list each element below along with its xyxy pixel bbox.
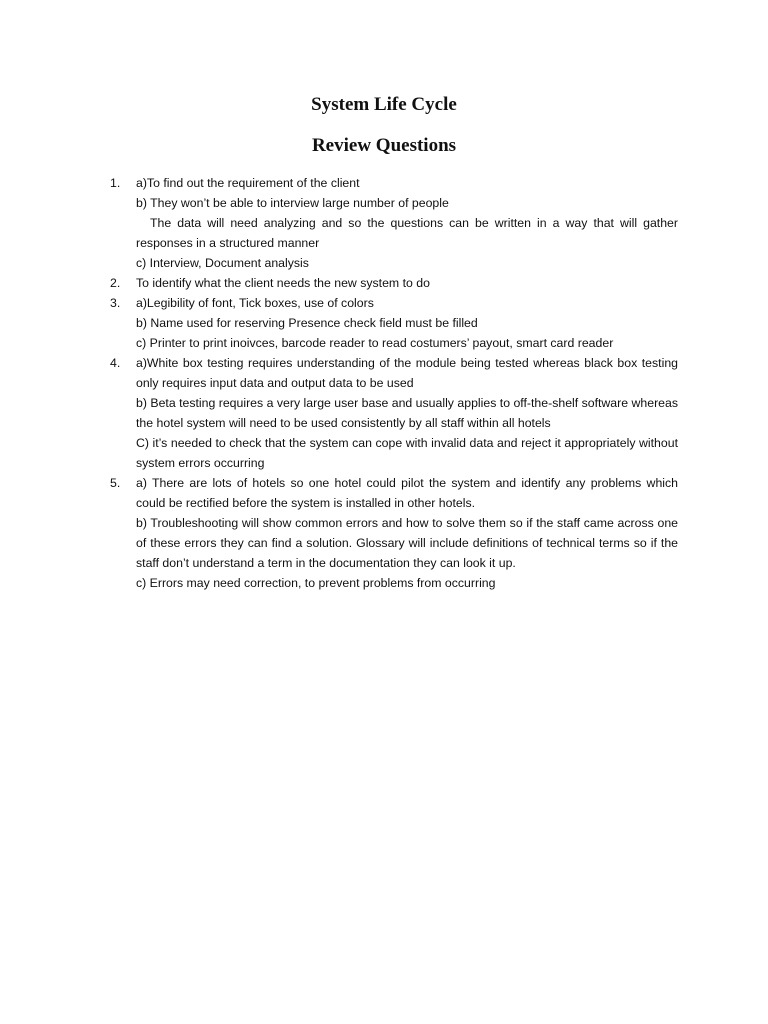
question-number: 5. <box>110 476 121 490</box>
question-number: 2. <box>110 276 121 290</box>
answer-line: a)To find out the requirement of the client <box>136 176 360 190</box>
answer-line: C) it’s needed to check that the system can cope with invalid data and reject it appropriately without system errors occurring <box>136 436 678 470</box>
answer-line: a)White box testing requires understanding of the module being tested whereas black box testing only requires input data and output data to be used <box>136 356 678 390</box>
question-number: 1. <box>110 176 121 190</box>
answer-line: c) Printer to print inoivces, barcode reader to read costumers’ payout, smart card reader <box>136 336 614 350</box>
answer-line: a) There are lots of hotels so one hotel could pilot the system and identify any problems which could be rectified before the system is installed in other hotels. <box>136 476 678 510</box>
question-number: 4. <box>110 356 121 370</box>
answer-line: b) They won’t be able to interview large number of people <box>136 196 449 210</box>
answer-line: b) Name used for reserving Presence check field must be filled <box>136 316 478 330</box>
answer-line: b) Troubleshooting will show common errors and how to solve them so if the staff came across one of these errors they can find a solution. Glossary will include definitions of technical terms so if the staff don’t understand a term in the documentation they can look it up. <box>136 516 678 570</box>
questions-list <box>110 173 678 593</box>
answer-line: c) Errors may need correction, to prevent problems from occurring <box>136 576 496 590</box>
answer-line: The data will need analyzing and so the questions can be written in a way that will gather responses in a structured manner <box>136 216 678 250</box>
question-item-4 <box>110 353 678 473</box>
question-item-3 <box>110 293 678 353</box>
question-item-2 <box>110 273 678 293</box>
question-item-1 <box>110 173 678 273</box>
question-number: 3. <box>110 296 121 310</box>
answer-line: a)Legibility of font, Tick boxes, use of colors <box>136 296 374 310</box>
answer-line: c) Interview, Document analysis <box>136 256 309 270</box>
document-title: System Life Cycle <box>311 94 457 115</box>
document-subtitle: Review Questions <box>311 135 457 156</box>
answer-line: To identify what the client needs the new system to do <box>136 276 430 290</box>
answer-line: b) Beta testing requires a very large user base and usually applies to off-the-shelf software whereas the hotel system will need to be used consistently by all staff within all hotels <box>136 396 678 430</box>
question-item-5 <box>110 473 678 593</box>
